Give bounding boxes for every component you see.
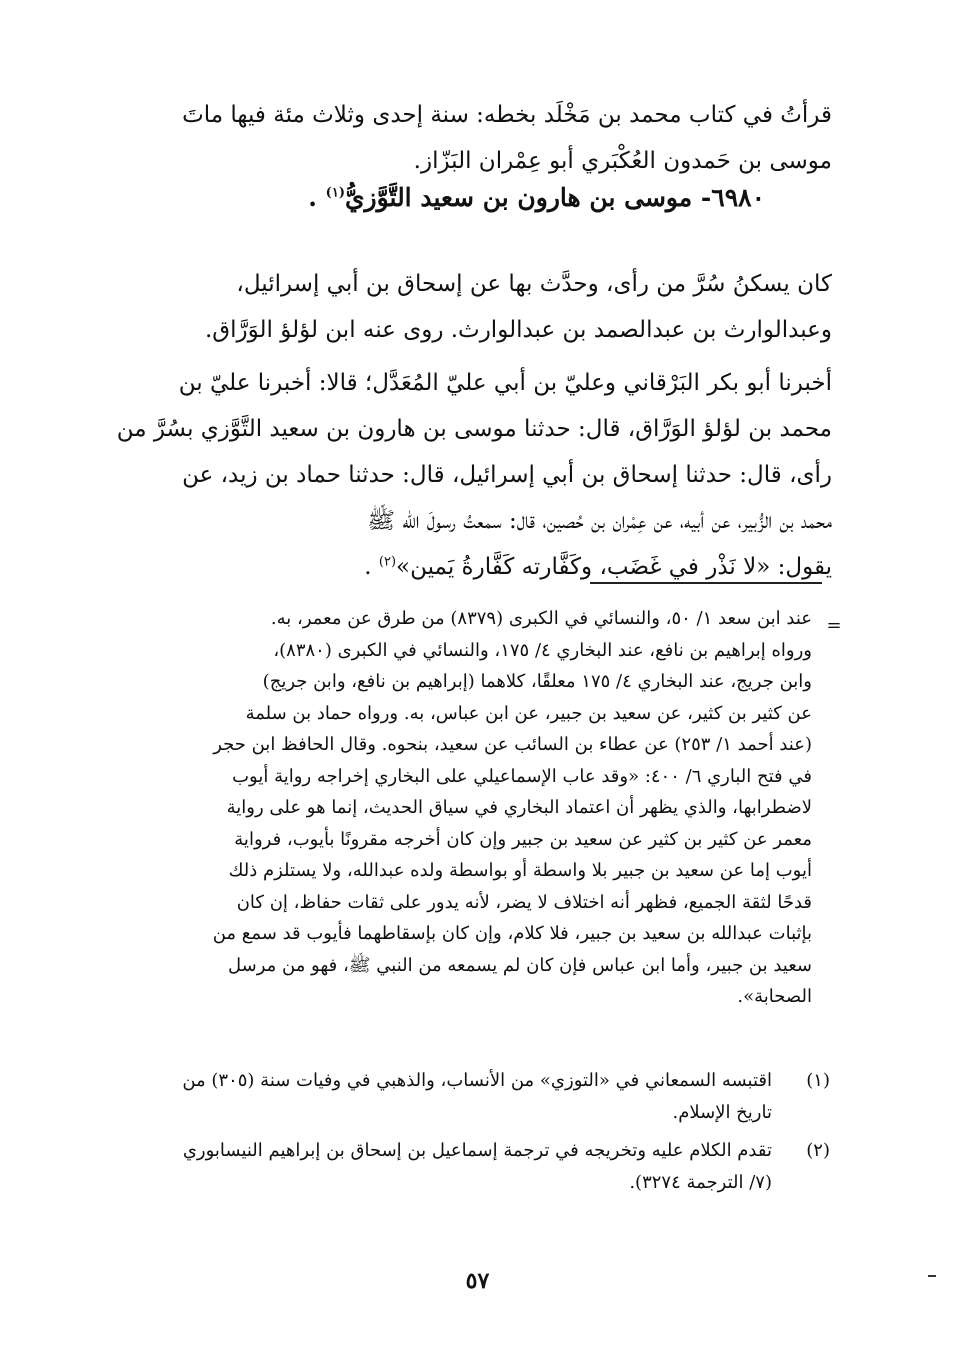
intro-line: موسى بن حَمدون العُكْبَري أبو عِمْران البَزّاز. xyxy=(413,148,832,174)
footnote-line: قدحًا لثقة الجميع، فظهر أنه اختلاف لا يضر، لأنه يدور على ثقات حفاظ، إن كان xyxy=(236,891,812,913)
footnote-line: (عند أحمد ١/ ٢٥٣) عن عطاء بن السائب عن سعيد، بنحوه. وقال الحافظ ابن حجر xyxy=(213,734,812,755)
footnote-line: ورواه إبراهيم بن نافع، عند البخاري ٤/ ١٧٥، والنسائي في الكبرى (٨٣٨٠)، xyxy=(273,639,812,661)
footnote-line: عن كثير بن كثير، عن سعيد بن جبير، عن ابن عباس، به. ورواه حماد بن سلمة xyxy=(245,702,812,724)
hadith-line: أخبرنا أبو بكر البَرْقاني وعليّ بن أبي عليّ المُعَدَّل؛ قالا: أخبرنا عليّ بن xyxy=(178,370,832,396)
footnote-number: (١) xyxy=(806,1070,830,1091)
entry-end: . xyxy=(308,183,317,212)
footnote-continuation xyxy=(112,603,812,1013)
hadith-quote: يقول: «لا نَذْر في غَضَب، وكَفَّارته كَفَّارةُ يَمين» xyxy=(396,554,832,580)
hadith-line: رأى، قال: حدثنا إسحاق بن أبي إسرائيل، قال: حدثنا حماد بن زيد، عن xyxy=(182,462,832,488)
hadith-note-ref: (٢) xyxy=(378,554,397,570)
footnote-line: الصحابة». xyxy=(737,986,812,1007)
page-number: ٥٧ xyxy=(465,1268,490,1294)
footnote-line: عند ابن سعد ١/ ٥٠، والنسائي في الكبرى (٨٣٧٩) من طرق عن معمر، به. xyxy=(270,608,812,629)
footnote-number: (٢) xyxy=(806,1140,830,1161)
footnote-line: بإثبات عبدالله بن سعيد بن جبير، فلا كلام، وإن كان بإسقاطهما فأيوب قد سمع من xyxy=(212,923,812,944)
bio-line: وعبدالوارث بن عبدالصمد بن عبدالوارث. روى عنه ابن لؤلؤ الوَرَّاق. xyxy=(204,317,832,343)
footnote-item xyxy=(112,1135,772,1198)
footnote-item xyxy=(112,1065,772,1128)
footnote-line: سعيد بن جبير، وأما ابن عباس فإن كان لم يسمعه من النبي ﷺ، فهو من مرسل xyxy=(227,954,812,976)
intro-paragraph xyxy=(112,92,832,184)
hadith-line: محمد بن لؤلؤ الوَرَّاق، قال: حدثنا موسى بن هارون بن سعيد التَّوَّزي بسُرَّ من xyxy=(116,416,832,442)
entry-note-ref: (١) xyxy=(325,185,345,201)
footnote-divider xyxy=(590,582,822,584)
entry-title: ٦٩٨٠- موسى بن هارون بن سعيد التَّوَّزيُّ xyxy=(344,183,765,212)
footnote-line: اقتبسه السمعاني في «التوزي» من الأنساب، والذهبي في وفيات سنة (٣٠٥) من xyxy=(182,1070,772,1091)
footnote-line: وابن جريج، عند البخاري ٤/ ١٧٥ معلقًا، كلاهما (إبراهيم بن نافع، وابن جريج) xyxy=(262,671,812,692)
bio-paragraph xyxy=(112,261,832,353)
footnote-line: (٧/ الترجمة ٣٢٧٤). xyxy=(629,1171,772,1193)
entry-heading xyxy=(308,183,765,212)
continuation-mark: = xyxy=(826,615,842,636)
bio-line: كان يسكنُ سُرَّ من رأى، وحدَّث بها عن إسحاق بن أبي إسرائيل، xyxy=(236,271,832,297)
footnote-line: تقدم الكلام عليه وتخريجه في ترجمة إسماعيل بن إسحاق بن إبراهيم النيسابوري xyxy=(182,1140,772,1161)
intro-line: قرأتُ في كتاب محمد بن مَخْلَد بخطه: سنة إحدى وثلاث مئة فيها ماتَ xyxy=(182,102,832,128)
footnote-line: تاريخ الإسلام. xyxy=(672,1101,772,1123)
hadith-end: . xyxy=(364,554,372,580)
footnote-line: لاضطرابها، والذي يظهر أن اعتماد البخاري في سياق الحديث، إنما هو على رواية xyxy=(226,797,812,818)
footnote-line: معمر عن كثير بن كثير عن سعيد بن جبير وإن كان أخرجه مقرونًا بأيوب، فرواية xyxy=(234,828,812,850)
margin-mark xyxy=(928,1275,936,1277)
hadith-paragraph xyxy=(112,360,832,590)
hadith-line: محمد بن الزُّبير، عن أبيه، عن عِمْران بن حُصين، قال: سمعتُ رسولَ الله ﷺ xyxy=(367,508,832,534)
footnote-line: في فتح الباري ٦/ ٤٠٠: «وقد عاب الإسماعيلي على البخاري إخراجه رواية أيوب xyxy=(232,765,812,787)
footnote-line: أيوب إما عن سعيد بن جبير بلا واسطة أو بواسطة ولده عبدالله، ولا يستلزم ذلك xyxy=(228,860,812,881)
